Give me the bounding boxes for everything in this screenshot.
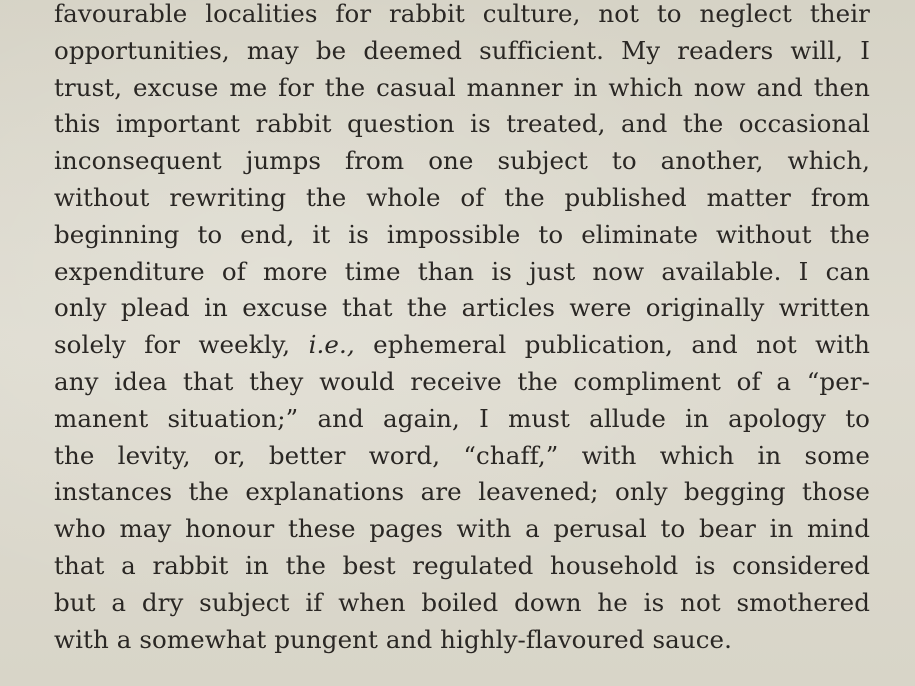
italic-ie: i.e., — [308, 330, 355, 360]
text-line-10 — [54, 327, 870, 364]
text-line-7: beginning to end, it is impossible to eliminate without the — [54, 219, 870, 249]
text-line-16: that a rabbit in the best regulated household is considered — [54, 550, 870, 580]
text-line-14: instances the explanations are leavened; only begging those — [54, 477, 870, 507]
text-line-4: this important rabbit question is treated, and the occasional — [54, 109, 870, 139]
text-line-15: who may honour these pages with a perusal to bear in mind — [54, 514, 870, 544]
text-line-8: expenditure of more time than is just now available. I can — [54, 256, 870, 286]
text-line-10-before: solely for weekly, — [54, 330, 309, 360]
text-line-9: only plead in excuse that the articles were originally written — [54, 293, 870, 323]
text-line-1: favourable localities for rabbit culture, not to neglect their — [54, 0, 870, 28]
text-line-18: with a somewhat pungent and highly-flavoured sauce. — [54, 624, 733, 654]
text-line-13: the levity, or, better word, “chaff,” with which in some — [54, 440, 870, 470]
text-line-2: opportunities, may be deemed sufficient. My readers will, I — [54, 35, 870, 65]
body-text — [54, 0, 870, 658]
text-line-3: trust, excuse me for the casual manner in which now and then — [54, 72, 870, 102]
text-line-12: manent situation;” and again, I must allude in apology to — [54, 403, 870, 433]
text-line-6: without rewriting the whole of the published matter from — [54, 182, 870, 212]
text-line-10-after: ephemeral publication, and not with — [354, 330, 871, 360]
text-line-5: inconsequent jumps from one subject to another, which, — [54, 146, 870, 176]
text-line-11: any idea that they would receive the compliment of a “per- — [54, 366, 870, 396]
text-line-17: but a dry subject if when boiled down he is not smothered — [54, 587, 870, 617]
